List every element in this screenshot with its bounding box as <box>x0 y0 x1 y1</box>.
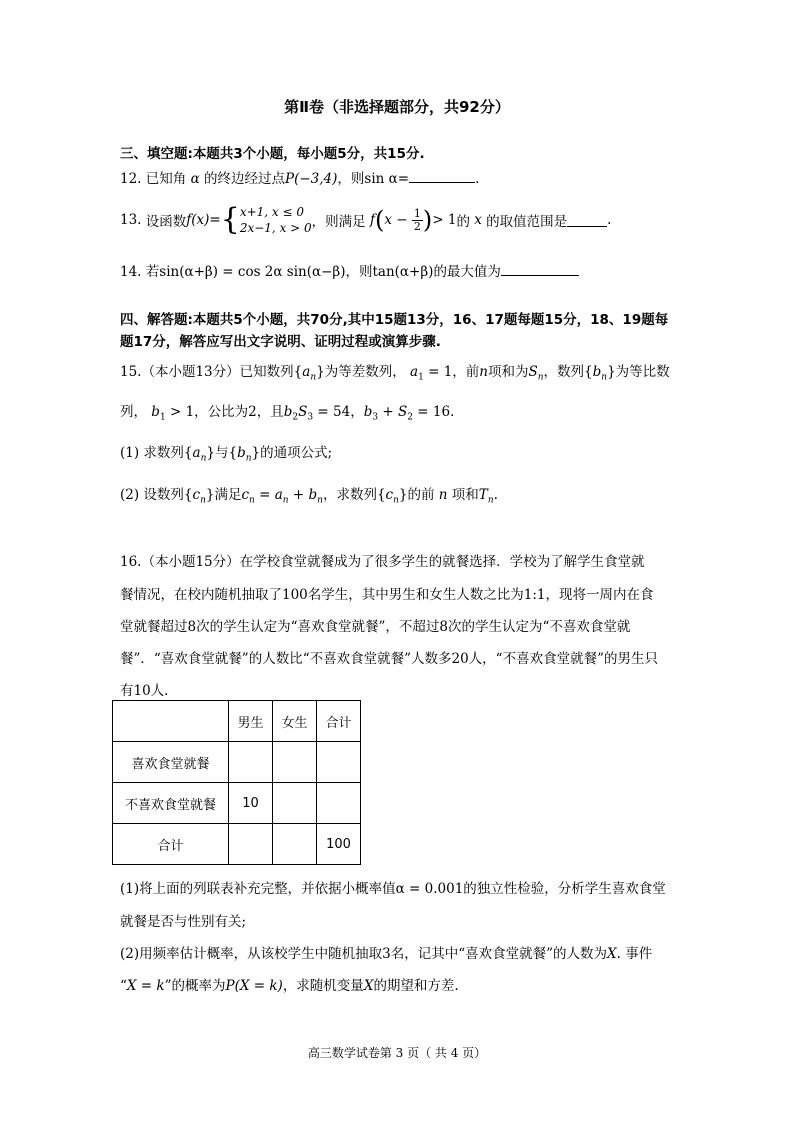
table-row: 合计 100 <box>113 824 361 865</box>
table-row: 不喜欢食堂就餐 10 <box>113 783 361 824</box>
table-row: 喜欢食堂就餐 <box>113 742 361 783</box>
question-16-line2: 餐情况，在校内随机抽取了100名学生，其中男生和女生人数之比为1:1，现将一周内在食 <box>120 587 654 603</box>
question-16-line5: 有10人. <box>120 683 169 699</box>
page-footer: 高三数学试卷第 3 页（ 共 4 页） <box>307 1046 487 1060</box>
question-16-line4: 餐”．“喜欢食堂就餐”的人数比“不喜欢食堂就餐”人数多20人，“不喜欢食堂就餐”的男生只 <box>120 651 658 667</box>
page-title: 第Ⅱ卷（非选择题部分，共92分） <box>284 98 510 116</box>
question-15-part2: (2) 设数列$\{c_n\}$满足$c_n = a_n + b_n$，求数列$\{c_n\}$的前 n 项和$T_n$. <box>120 487 498 506</box>
section-3-header: 三、填空题:本题共3个小题，每小题5分，共15分. <box>120 146 425 162</box>
section-4-header-line2: 题17分，解答应写出文字说明、证明过程或演算步骤. <box>120 334 441 350</box>
section-4-header-line1: 四、解答题:本题共5个小题，共70分,其中15题13分，16、17题每题15分，18、19题每 <box>120 312 669 328</box>
question-15-part1: (1) 求数列$\{a_n\}$与$\{b_n\}$的通项公式; <box>120 445 333 464</box>
question-15-line2: 列， $b_1 > 1$，公比为2，且$b_2S_3 = 54$，$b_3 + S_2 = 16$. <box>120 404 455 423</box>
question-15-line1: 15.（本小题13分）已知数列$\{a_n\}$为等差数列， $a_1 = 1$，前n项和为$S_n$，数列$\{b_n\}$为等比数 <box>120 364 670 383</box>
answer-blank <box>409 170 475 183</box>
question-16-line1: 16.（本小题15分）在学校食堂就餐成为了很多学生的就餐选择．学校为了解学生食堂就 <box>120 554 645 570</box>
question-16-part1: (1)将上面的列联表补充完整，并依据小概率值α = 0.001的独立性检验，分析学生喜欢食堂 <box>120 881 666 897</box>
answer-blank <box>501 263 579 276</box>
question-13: 13. 设函数 f(x)= { x+1, x ≤ 0 2x−1, x > 0 ，则满足 f ( x − $\frac{1}{2}$ ) > 1 的 x 的取值范围是 . <box>120 202 612 237</box>
contingency-table <box>112 700 361 865</box>
fraction-one-half: $\frac{1}{2}$ <box>413 206 421 233</box>
question-16-part2-cont: “X = k”的概率为P(X = k)，求随机变量X的期望和方差. <box>120 978 459 994</box>
question-16-part1-cont: 就餐是否与性别有关; <box>120 914 247 930</box>
answer-blank <box>567 214 607 227</box>
table-header-row: 男生 女生 合计 <box>113 701 361 742</box>
question-12: 12. 已知角 α 的终边经过点P(−3,4)，则sin α= . <box>120 171 480 187</box>
question-16-part2: (2)用频率估计概率，从该校学生中随机抽取3名，记其中“喜欢食堂就餐”的人数为X. 事件 <box>120 946 653 962</box>
question-14: 14. 若sin(α+β) = cos 2α sin(α−β)，则tan(α+β)的最大值为 <box>120 260 579 280</box>
piecewise-cases: x+1, x ≤ 0 2x−1, x > 0 <box>239 205 312 235</box>
question-16-line3: 堂就餐超过8次的学生认定为“喜欢食堂就餐”，不超过8次的学生认定为“不喜欢食堂就 <box>120 619 631 635</box>
